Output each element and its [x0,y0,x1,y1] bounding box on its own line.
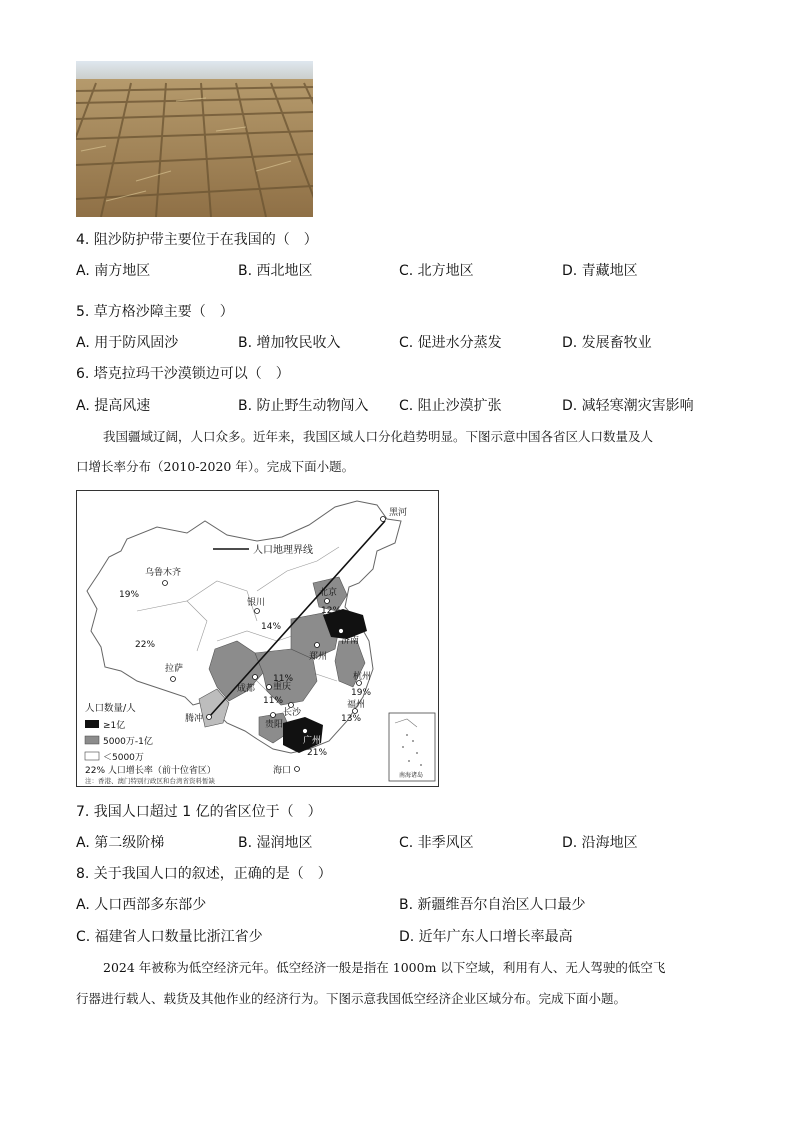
q7-option-b: B. 湿润地区 [238,835,313,851]
city-marker-zhengzhou [315,643,320,648]
question-8-stem: 8. 关于我国人口的叙述，正确的是（ ） [76,866,332,882]
question-6-stem: 6. 塔克拉玛干沙漠锁边可以（ ） [76,366,290,382]
q7-option-d: D. 沿海地区 [562,835,638,851]
city-marker-beijing [325,599,330,604]
intro-paragraph-1-line-1: 我国疆域辽阔，人口众多。近年来，我国区域人口分化趋势明显。下图示意中国各省区人口数量及人 [103,429,654,444]
city-marker-chengdu [253,675,258,680]
city-label-guiyang: 贵阳 [265,720,284,730]
straw-checkerboard-photo [76,61,313,217]
city-label-changsha: 长沙 [283,708,302,718]
q7-option-c: C. 非季风区 [399,835,474,851]
q4-option-d: D. 青藏地区 [562,263,638,279]
inset-label: 南海诸岛 [399,772,424,779]
city-label-yinchuan: 银川 [247,598,266,608]
growth-rate-xinjiang: 19% [119,590,140,600]
intro-paragraph-1-line-2: 口增长率分布（2010-2020 年）。完成下面小题。 [76,459,355,474]
city-label-heihe: 黑河 [389,508,408,518]
city-label-urumqi: 乌鲁木齐 [145,568,182,578]
legend-item-black: ≥1亿 [103,721,126,731]
q6-option-b: B. 防止野生动物闯入 [238,398,369,414]
q4-option-c: C. 北方地区 [399,263,474,279]
growth-rate-zhejiang: 19% [351,688,372,698]
city-marker-chongqing [267,685,272,690]
city-marker-yinchuan [255,609,260,614]
city-label-hangzhou: 杭州 [353,672,372,682]
city-marker-guangzhou [303,729,308,734]
city-marker-tengchong [207,715,212,720]
q5-option-a: A. 用于防风固沙 [76,335,179,351]
city-label-chongqing: 重庆 [273,682,292,692]
intro-paragraph-2-line-1: 2024 年被称为低空经济元年。低空经济一般是指在 1000m 以下空域，利用有人、无人驾驶的低空飞 [103,960,666,975]
city-marker-lhasa [171,677,176,682]
growth-rate-beijing: 12% [321,606,342,616]
question-4-stem: 4. 阻沙防护带主要位于在我国的（ ） [76,232,318,248]
q8-option-b: B. 新疆维吾尔自治区人口最少 [399,897,586,913]
city-label-guangzhou: 广州 [303,736,322,746]
question-7-stem: 7. 我国人口超过 1 亿的省区位于（ ） [76,804,322,820]
city-marker-guiyang [271,713,276,718]
q8-option-c: C. 福建省人口数量比浙江省少 [76,929,263,945]
city-label-tengchong: 腾冲 [185,714,204,724]
city-label-haikou: 海口 [273,766,292,776]
growth-rate-guizhou: 11% [263,696,284,706]
legend-item-gray: 5000万-1亿 [103,737,153,747]
intro-paragraph-2-line-2: 行器进行载人、载货及其他作业的经济行为。下图示意我国低空经济企业区域分布。完成下面小题。 [76,991,627,1006]
legend-swatch-black [85,720,99,728]
q5-option-d: D. 发展畜牧业 [562,335,652,351]
legend-title: 人口数量/人 [85,703,136,714]
city-marker-changsha [289,703,294,708]
city-marker-jinan [339,629,344,634]
south-china-sea-inset [389,713,435,781]
growth-rate-tibet: 22% [135,640,156,650]
q4-option-a: A. 南方地区 [76,263,151,279]
legend-swatch-gray [85,736,99,744]
q8-option-a: A. 人口西部多东部少 [76,897,207,913]
growth-rate-fujian: 13% [341,714,362,724]
legend-rate-label: 22% 人口增长率（前十位省区） [85,766,216,776]
q6-option-c: C. 阻止沙漠扩张 [399,398,502,414]
city-marker-heihe [381,517,386,522]
city-label-zhengzhou: 郑州 [309,652,328,662]
q7-option-a: A. 第二级阶梯 [76,835,165,851]
q5-option-b: B. 增加牧民收入 [238,335,341,351]
city-label-chengdu: 成都 [237,684,256,694]
q8-option-d: D. 近年广东人口增长率最高 [399,929,573,945]
growth-rate-chongqing: 11% [273,674,294,684]
q5-option-c: C. 促进水分蒸发 [399,335,502,351]
city-label-beijing: 北京 [319,588,338,598]
china-population-map [76,490,439,787]
city-marker-urumqi [163,581,168,586]
legend-note: 注：香港、澳门特别行政区和台湾省资料暂缺 [85,777,215,785]
q6-option-a: A. 提高风速 [76,398,151,414]
question-5-stem: 5. 草方格沙障主要（ ） [76,304,234,320]
city-label-lhasa: 拉萨 [165,664,184,674]
growth-rate-ningxia: 14% [261,622,282,632]
legend-item-white: ＜5000万 [103,753,144,763]
city-label-fuzhou: 福州 [347,700,366,710]
q6-option-d: D. 减轻寒潮灾害影响 [562,398,694,414]
legend-swatch-white [85,752,99,760]
boundary-legend-label: 人口地理界线 [253,545,313,556]
city-label-jinan: 济南 [341,636,360,646]
city-marker-haikou [295,767,300,772]
q4-option-b: B. 西北地区 [238,263,313,279]
growth-rate-guangdong: 21% [307,748,328,758]
